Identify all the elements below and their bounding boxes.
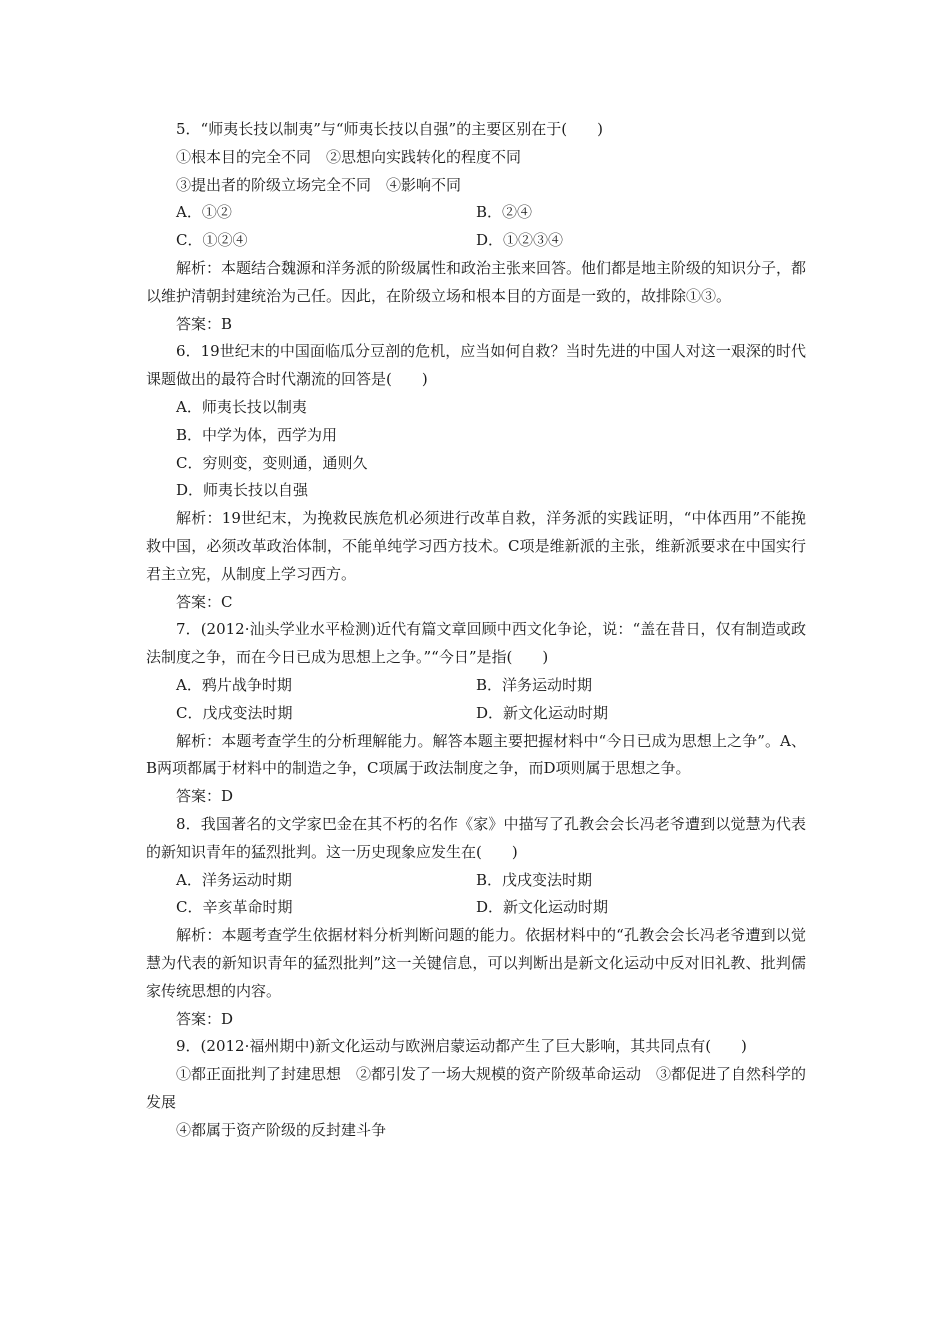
option-a: A．鸦片战争时期 <box>176 675 292 694</box>
option-row <box>146 867 806 895</box>
option-d: D．新文化运动时期 <box>476 898 609 917</box>
question-stem: 6．19世纪末的中国面临瓜分豆剖的危机，应当如何自救？当时先进的中国人对这一艰深的时代课题做出的最符合时代潮流的回答是( ) <box>146 342 806 389</box>
question-stem: 5．“师夷长技以制夷”与“师夷长技以自强”的主要区别在于( ) <box>176 120 603 138</box>
option-row <box>146 227 806 255</box>
question-stem: 7．(2012·汕头学业水平检测)近代有篇文章回顾中西文化争论，说：“盖在昔日，仅有制造或政法制度之争，而在今日已成为思想上之争。”“今日”是指( ) <box>146 620 806 667</box>
analysis-text: 解析：本题考查学生的分析理解能力。解答本题主要把握材料中“今日已成为思想上之争”。A、B两项都属于材料中的制造之争，C项属于政法制度之争，而D项则属于思想之争。 <box>146 731 806 778</box>
analysis-text: 解析：本题结合魏源和洋务派的阶级属性和政治主张来回答。他们都是地主阶级的知识分子，都以维护清朝封建统治为己任。因此，在阶级立场和根本目的方面是一致的，故排除①③。 <box>146 258 807 305</box>
question-9 <box>146 1033 806 1144</box>
option-b: B．②④ <box>476 203 533 222</box>
option-c: C．穷则变，变则通，通则久 <box>176 453 368 472</box>
option-row <box>146 700 806 728</box>
statement-item: ③提出者的阶级立场完全不同 ④影响不同 <box>176 175 462 194</box>
option-row <box>146 894 806 922</box>
option-a: A．师夷长技以制夷 <box>176 397 307 416</box>
option-c: C．辛亥革命时期 <box>176 898 293 917</box>
option-b: B．中学为体，西学为用 <box>176 425 338 444</box>
analysis-text: 解析：本题考查学生依据材料分析判断问题的能力。依据材料中的“孔教会会长冯老爷遭到以觉慧为代表的新知识青年的猛烈批判”这一关键信息，可以判断出是新文化运动中反对旧礼教、批判儒家传统思想的内容。 <box>146 926 806 1000</box>
option-d: D．师夷长技以自强 <box>176 481 309 500</box>
question-stem: 9．(2012·福州期中)新文化运动与欧洲启蒙运动都产生了巨大影响，其共同点有( ) <box>176 1037 747 1056</box>
answer-text: 答案：D <box>176 787 234 806</box>
answer-text: 答案：C <box>176 592 233 611</box>
option-c: C．①②④ <box>176 231 248 250</box>
question-8 <box>146 811 806 1033</box>
option-a: A．洋务运动时期 <box>176 870 292 889</box>
document-page <box>146 116 806 1144</box>
option-b: B．洋务运动时期 <box>476 675 593 694</box>
answer-text: 答案：D <box>176 1009 234 1028</box>
option-a: A．①② <box>176 203 232 222</box>
option-b: B．戊戌变法时期 <box>476 870 593 889</box>
answer-text: 答案：B <box>176 314 233 333</box>
option-c: C．戊戌变法时期 <box>176 703 293 722</box>
question-6 <box>146 338 806 616</box>
statement-item: ④都属于资产阶级的反封建斗争 <box>176 1120 387 1139</box>
option-row <box>146 199 806 227</box>
question-7 <box>146 616 806 811</box>
question-stem: 8．我国著名的文学家巴金在其不朽的名作《家》中描写了孔教会会长冯老爷遭到以觉慧为代表的新知识青年的猛烈批判。这一历史现象应发生在( ) <box>146 814 806 861</box>
statement-item: ①根本目的完全不同 ②思想向实践转化的程度不同 <box>176 147 522 166</box>
question-5 <box>146 116 806 338</box>
option-d: D．新文化运动时期 <box>476 703 609 722</box>
analysis-text: 解析：19世纪末，为挽救民族危机必须进行改革自救，洋务派的实践证明，“中体西用”不能挽救中国，必须改革政治体制，不能单纯学习西方技术。C项是维新派的主张，维新派要求在中国实行君主立宪，从制度上学习西方。 <box>146 509 806 583</box>
statement-item: ①都正面批判了封建思想 ②都引发了一场大规模的资产阶级革命运动 ③都促进了自然科学的发展 <box>146 1065 807 1111</box>
option-row <box>146 672 806 700</box>
option-d: D．①②③④ <box>476 231 564 250</box>
